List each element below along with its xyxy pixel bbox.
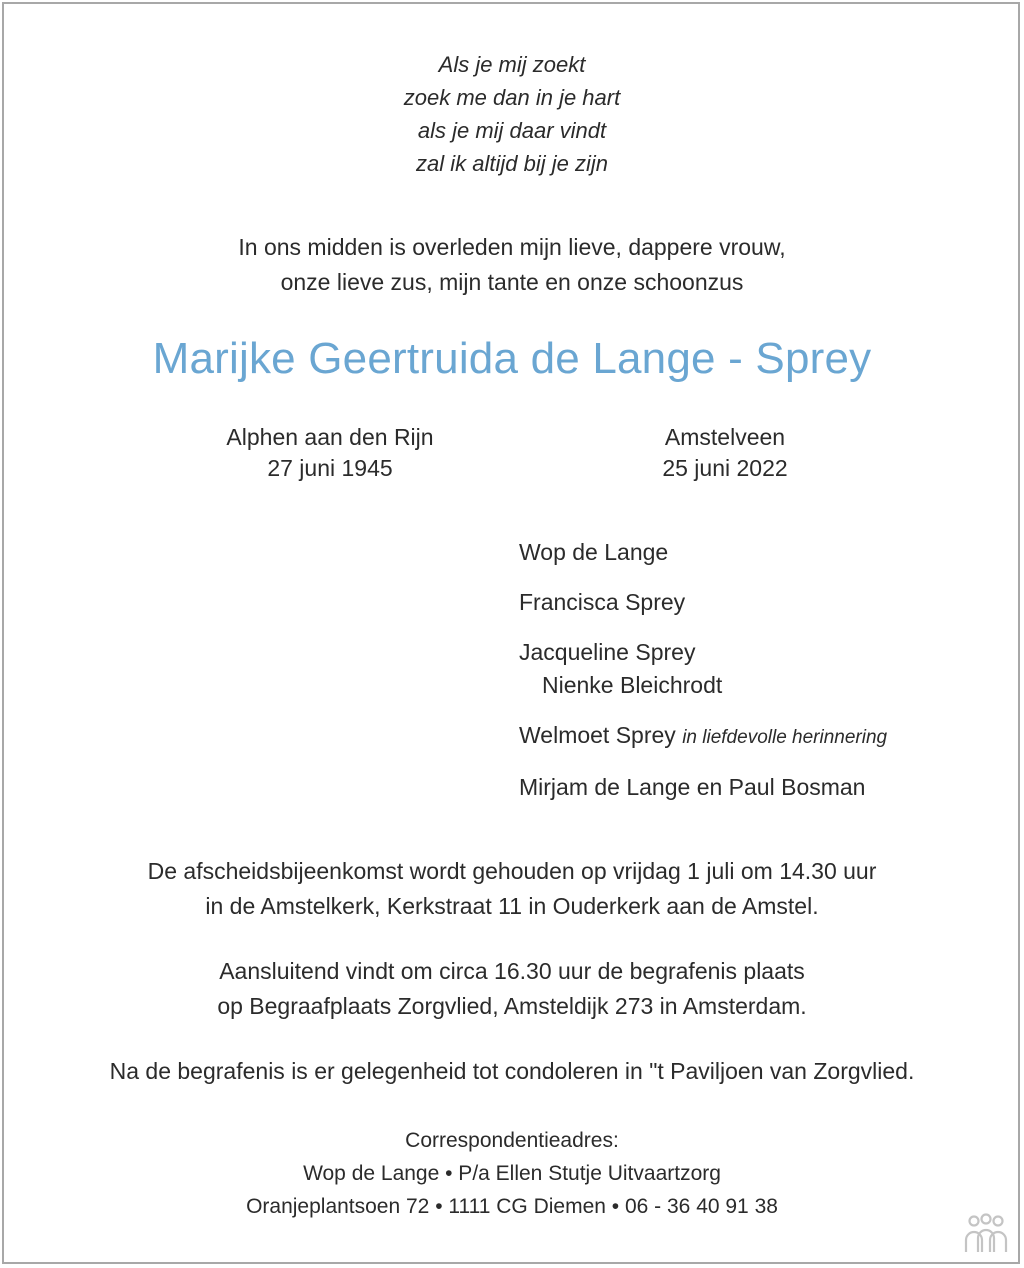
family-member: Welmoet Sprey	[519, 722, 676, 748]
family-member: Wop de Lange	[519, 539, 669, 565]
family-group	[519, 719, 999, 754]
death-info	[600, 422, 850, 484]
birth-date: 27 juni 1945	[267, 455, 393, 481]
poem-line: als je mij daar vindt	[417, 118, 607, 143]
service-line: De afscheidsbijeenkomst wordt gehouden op vrijdag 1 juli om 14.30 uur	[147, 858, 877, 884]
intro-text	[0, 230, 1024, 300]
address-line: Wop de Lange • P/a Ellen Stutje Uitvaartzorg	[303, 1162, 721, 1185]
burial-info	[0, 954, 1024, 1024]
family-group	[519, 636, 999, 702]
burial-line: op Begraafplaats Zorgvlied, Amsteldijk 273 in Amsterdam.	[217, 993, 807, 1019]
address-label: Correspondentieadres:	[405, 1129, 619, 1152]
family-list	[519, 536, 999, 821]
intro-line: onze lieve zus, mijn tante en onze schoonzus	[280, 269, 744, 295]
poem	[0, 48, 1024, 180]
death-date: 25 juni 2022	[662, 455, 788, 481]
intro-line: In ons midden is overleden mijn lieve, dappere vrouw,	[238, 234, 786, 260]
service-line: in de Amstelkerk, Kerkstraat 11 in Ouderkerk aan de Amstel.	[205, 893, 819, 919]
address-line: Oranjeplantsoen 72 • 1111 CG Diemen • 06 - 36 40 91 38	[246, 1195, 778, 1218]
birth-info	[200, 422, 460, 484]
poem-line: zoek me dan in je hart	[403, 85, 621, 110]
family-member-partner: Nienke Bleichrodt	[542, 672, 723, 698]
family-group-icon	[962, 1212, 1010, 1256]
death-place: Amstelveen	[664, 424, 786, 450]
family-member: Mirjam de Lange en Paul Bosman	[519, 774, 866, 800]
poem-line: zal ik altijd bij je zijn	[416, 151, 608, 176]
deceased-name: Marijke Geertruida de Lange - Sprey	[152, 334, 872, 383]
service-info	[0, 854, 1024, 924]
condolence-info: Na de begrafenis is er gelegenheid tot condoleren in "t Paviljoen van Zorgvlied.	[109, 1058, 915, 1084]
poem-line: Als je mij zoekt	[438, 52, 586, 77]
birth-place: Alphen aan den Rijn	[226, 424, 434, 450]
burial-line: Aansluitend vindt om circa 16.30 uur de begrafenis plaats	[219, 958, 805, 984]
family-member: Jacqueline Sprey	[519, 639, 696, 665]
correspondence-address	[0, 1124, 1024, 1223]
remembrance-note: in liefdevolle herinnering	[682, 727, 888, 748]
family-member: Francisca Sprey	[519, 589, 686, 615]
